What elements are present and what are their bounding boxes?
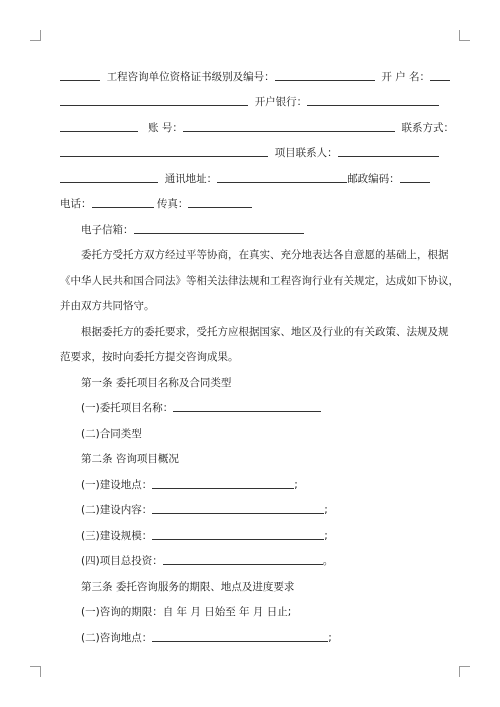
field-line-account [60, 121, 455, 135]
construction-scale-label: (三)建设规模： [81, 530, 153, 542]
period: 。 [322, 555, 334, 567]
semicolon: ; [328, 632, 332, 644]
blank-field[interactable] [183, 121, 395, 132]
semicolon: ; [324, 504, 328, 516]
field-line-project-contact [60, 146, 440, 160]
article-3-item-2 [60, 631, 461, 645]
blank-field[interactable] [60, 121, 138, 132]
blank-field[interactable] [188, 197, 252, 208]
consulting-location-label: (二)咨询地点： [81, 632, 153, 644]
crop-mark-top-left [30, 30, 41, 41]
project-contact-label: 项目联系人： [274, 147, 338, 159]
blank-field[interactable] [307, 95, 439, 106]
field-line-bank [60, 95, 440, 109]
blank-field[interactable] [92, 197, 154, 208]
blank-field[interactable] [60, 95, 248, 106]
article-3-item-1: (一)咨询的期限：自 年 月 日始至 年 月 日止; [81, 606, 292, 618]
field-line-address [60, 172, 440, 186]
paragraph-line: 并由双方共同恪守。 [60, 300, 155, 312]
crop-mark-bottom-right [459, 666, 470, 677]
contact-method-label: 联系方式： [401, 122, 455, 134]
bank-label: 开户银行： [254, 96, 308, 108]
semicolon: ; [324, 530, 328, 542]
address-label: 通讯地址： [164, 173, 218, 185]
blank-field[interactable] [152, 503, 324, 514]
article-2-item-3 [60, 529, 461, 543]
blank-field[interactable] [163, 554, 323, 565]
phone-label: 电话： [60, 198, 92, 210]
crop-mark-bottom-left [30, 666, 41, 677]
semicolon: ; [294, 479, 298, 491]
construction-site-label: (一)建设地点： [81, 479, 153, 491]
article-3-title: 第三条 委托咨询服务的期限、地点及进度要求 [81, 581, 295, 593]
paragraph-line: 《中华人民共和国合同法》等相关法律法规和工程咨询行业有关规定，达成如下协议， [60, 275, 459, 287]
blank-field[interactable] [275, 70, 375, 81]
construction-content-label: (二)建设内容： [81, 504, 153, 516]
article-2-item-2 [60, 503, 461, 517]
article-1-title: 第一条 委托项目名称及合同类型 [81, 377, 232, 389]
blank-field[interactable] [338, 146, 439, 157]
blank-field[interactable] [134, 223, 304, 234]
paragraph-line: 委托方受托方双方经过平等协商，在真实、充分地表达各自意愿的基础上，根据 [81, 249, 449, 261]
paragraph-line: 根据委托方的委托要求，受托方应根据国家、地区及行业的有关政策、法规及规 [81, 326, 449, 338]
article-1-item-1 [60, 401, 461, 415]
article-1-item-2: (二)合同类型 [81, 428, 142, 440]
blank-field[interactable] [400, 172, 430, 183]
field-line-qualification [60, 70, 440, 84]
project-name-label: (一)委托项目名称： [81, 402, 174, 414]
blank-field[interactable] [60, 172, 158, 183]
blank-field[interactable] [217, 172, 347, 183]
blank-field[interactable] [152, 631, 328, 642]
email-label: 电子信箱： [81, 224, 134, 236]
paragraph-line: 范要求，按时向委托方提交咨询成果。 [60, 351, 239, 363]
article-2-title: 第二条 咨询项目概况 [81, 453, 179, 465]
qualification-label: 工程咨询单位资格证书级别及编号： [106, 71, 275, 83]
article-2-item-4 [60, 554, 461, 568]
account-name-label: 开 户 名： [381, 71, 431, 83]
crop-mark-top-right [459, 30, 470, 41]
total-investment-label: (四)项目总投资： [81, 555, 163, 567]
blank-field[interactable] [60, 70, 100, 81]
postcode-label: 邮政编码： [347, 173, 400, 185]
field-line-email [60, 223, 461, 237]
article-2-item-1 [60, 478, 461, 492]
blank-field[interactable] [60, 146, 268, 157]
fax-label: 传真： [156, 198, 189, 210]
blank-field[interactable] [152, 478, 294, 489]
blank-field[interactable] [173, 401, 321, 412]
account-no-label: 账 号： [148, 122, 183, 134]
field-line-phone-fax [60, 197, 440, 211]
blank-field[interactable] [152, 529, 324, 540]
blank-field[interactable] [430, 70, 450, 81]
